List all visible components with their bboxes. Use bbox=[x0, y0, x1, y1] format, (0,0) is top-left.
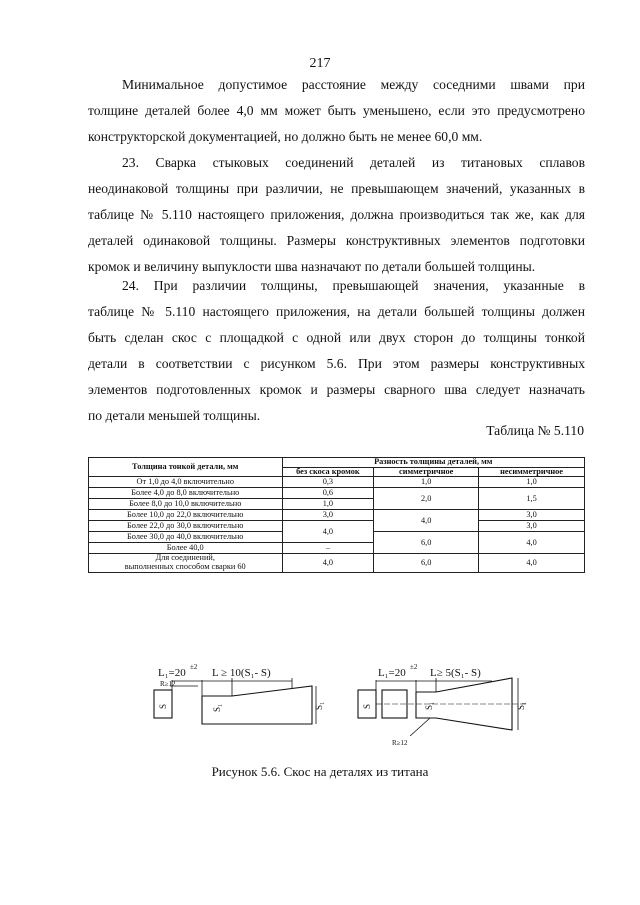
cell-value: 0,3 bbox=[282, 477, 374, 488]
thickness-table bbox=[88, 457, 585, 573]
cell-value: 6,0 bbox=[374, 554, 479, 572]
cell-value: 4,0 bbox=[479, 532, 585, 554]
table-row bbox=[89, 554, 585, 572]
figure-right-two-sided bbox=[358, 678, 528, 736]
text-line: конструкторской документацией, но должно быть не менее 60,0 мм. bbox=[88, 129, 483, 144]
cell-value: 1,0 bbox=[374, 477, 479, 488]
subheader-symmetric: симметричное bbox=[374, 467, 479, 477]
l1-label: L₁=20 bbox=[158, 667, 186, 679]
table-row bbox=[89, 510, 585, 521]
subheader-asymmetric: несимметричное bbox=[479, 467, 585, 477]
l1-tolerance: ±2 bbox=[410, 663, 418, 671]
s1-side-label: S₁ bbox=[314, 701, 324, 710]
cell-value: 1,0 bbox=[479, 477, 585, 488]
paragraph-1 bbox=[88, 72, 585, 150]
cell-value: 4,0 bbox=[282, 521, 374, 543]
text-line: Минимальное допустимое расстояние между соседними швами при bbox=[122, 77, 585, 92]
row-label: Более 10,0 до 22,0 включительно bbox=[89, 510, 283, 521]
cell-value: 3,0 bbox=[479, 521, 585, 532]
s-thin-label: S bbox=[362, 703, 372, 709]
cell-value: 6,0 bbox=[374, 532, 479, 554]
paragraph-24 bbox=[88, 273, 585, 429]
row-label-line: выполненных способом сварки 60 bbox=[124, 562, 246, 572]
table-row bbox=[89, 488, 585, 499]
text-line: элементов подготовленных кромок и размеры сварного шва следует назначать bbox=[88, 382, 585, 397]
text-line: быть сделан скос с площадкой с одной или двух сторон до толщины тонкой bbox=[88, 330, 585, 345]
cell-value: 3,0 bbox=[479, 510, 585, 521]
text-line: таблице № 5.110 настоящего приложения, должна производиться так же, как для bbox=[88, 207, 585, 222]
figure-left-one-sided bbox=[154, 678, 316, 724]
text-line: кромок и величину выпуклости шва назначают по детали большей толщины. bbox=[88, 259, 536, 274]
cell-value: 1,0 bbox=[282, 499, 374, 510]
table-header-row bbox=[89, 458, 585, 468]
text-line: 23. Сварка стыковых соединений деталей из титановых сплавов bbox=[122, 155, 585, 170]
table-caption: Таблица № 5.110 bbox=[486, 423, 584, 438]
cell-value: 2,0 bbox=[374, 488, 479, 510]
l1-label: L₁=20 bbox=[378, 667, 406, 679]
subheader-no-bevel: без скоса кромок bbox=[282, 467, 374, 477]
row-label bbox=[89, 554, 283, 572]
radius-leader bbox=[410, 718, 430, 736]
page-number: 217 bbox=[309, 56, 331, 71]
figure-caption: Рисунок 5.6. Скос на деталях из титана bbox=[211, 764, 429, 779]
paragraph-23 bbox=[88, 150, 585, 280]
text-line: деталей одинаковой толщины. Размеры конструктивных элементов подготовки bbox=[88, 233, 585, 248]
table-row bbox=[89, 521, 585, 532]
s-thick-label: S₁ bbox=[424, 701, 434, 710]
s-thick-label: S₁ bbox=[212, 703, 222, 712]
cell-value: 4,0 bbox=[374, 510, 479, 532]
cell-value: 1,5 bbox=[479, 488, 585, 510]
cell-value: 3,0 bbox=[282, 510, 374, 521]
row-label: Более 30,0 до 40,0 включительно bbox=[89, 532, 283, 543]
cell-value: 4,0 bbox=[479, 554, 585, 572]
row-label-line: Для соединений, bbox=[155, 553, 215, 563]
l1-tolerance: ±2 bbox=[190, 663, 198, 671]
radius-label: R≥12 bbox=[392, 739, 408, 747]
table-row bbox=[89, 477, 585, 488]
cell-value: 4,0 bbox=[282, 554, 374, 572]
l-label: L≥ 5(S₁- S) bbox=[430, 667, 481, 679]
figure-right-labels bbox=[362, 663, 526, 747]
row-label: Более 40,0 bbox=[89, 543, 283, 554]
header-thickness: Толщина тонкой детали, мм bbox=[89, 458, 283, 477]
text-line: по детали меньшей толщины. bbox=[88, 408, 261, 423]
row-label: Более 8,0 до 10,0 включительно bbox=[89, 499, 283, 510]
cell-value: – bbox=[282, 543, 374, 554]
text-line: неодинаковой толщины при различии, не превышающем значений, указанных в bbox=[88, 181, 585, 196]
s1-side-label: S₁ bbox=[516, 701, 526, 710]
header-difference: Разность толщины деталей, мм bbox=[282, 458, 585, 468]
row-label: От 1,0 до 4,0 включительно bbox=[89, 477, 283, 488]
text-line: 24. При различии толщины, превышающей значения, указанные в bbox=[122, 278, 585, 293]
text-line: таблице № 5.110 настоящего приложения, на детали большей толщины должен bbox=[88, 304, 585, 319]
l-label: L ≥ 10(S₁- S) bbox=[212, 667, 271, 679]
row-label: Более 22,0 до 30,0 включительно bbox=[89, 521, 283, 532]
text-line: толщине деталей более 4,0 мм может быть уменьшено, если это предусмотрено bbox=[88, 103, 585, 118]
bevel-figure bbox=[140, 652, 540, 757]
radius-label: R≥12 bbox=[160, 680, 176, 688]
s-thin-label: S bbox=[158, 703, 168, 709]
text-line: детали в соответствии с рисунком 5.6. При этом размеры конструктивных bbox=[88, 356, 585, 371]
row-label: Более 4,0 до 8,0 включительно bbox=[89, 488, 283, 499]
cell-value: 0,6 bbox=[282, 488, 374, 499]
